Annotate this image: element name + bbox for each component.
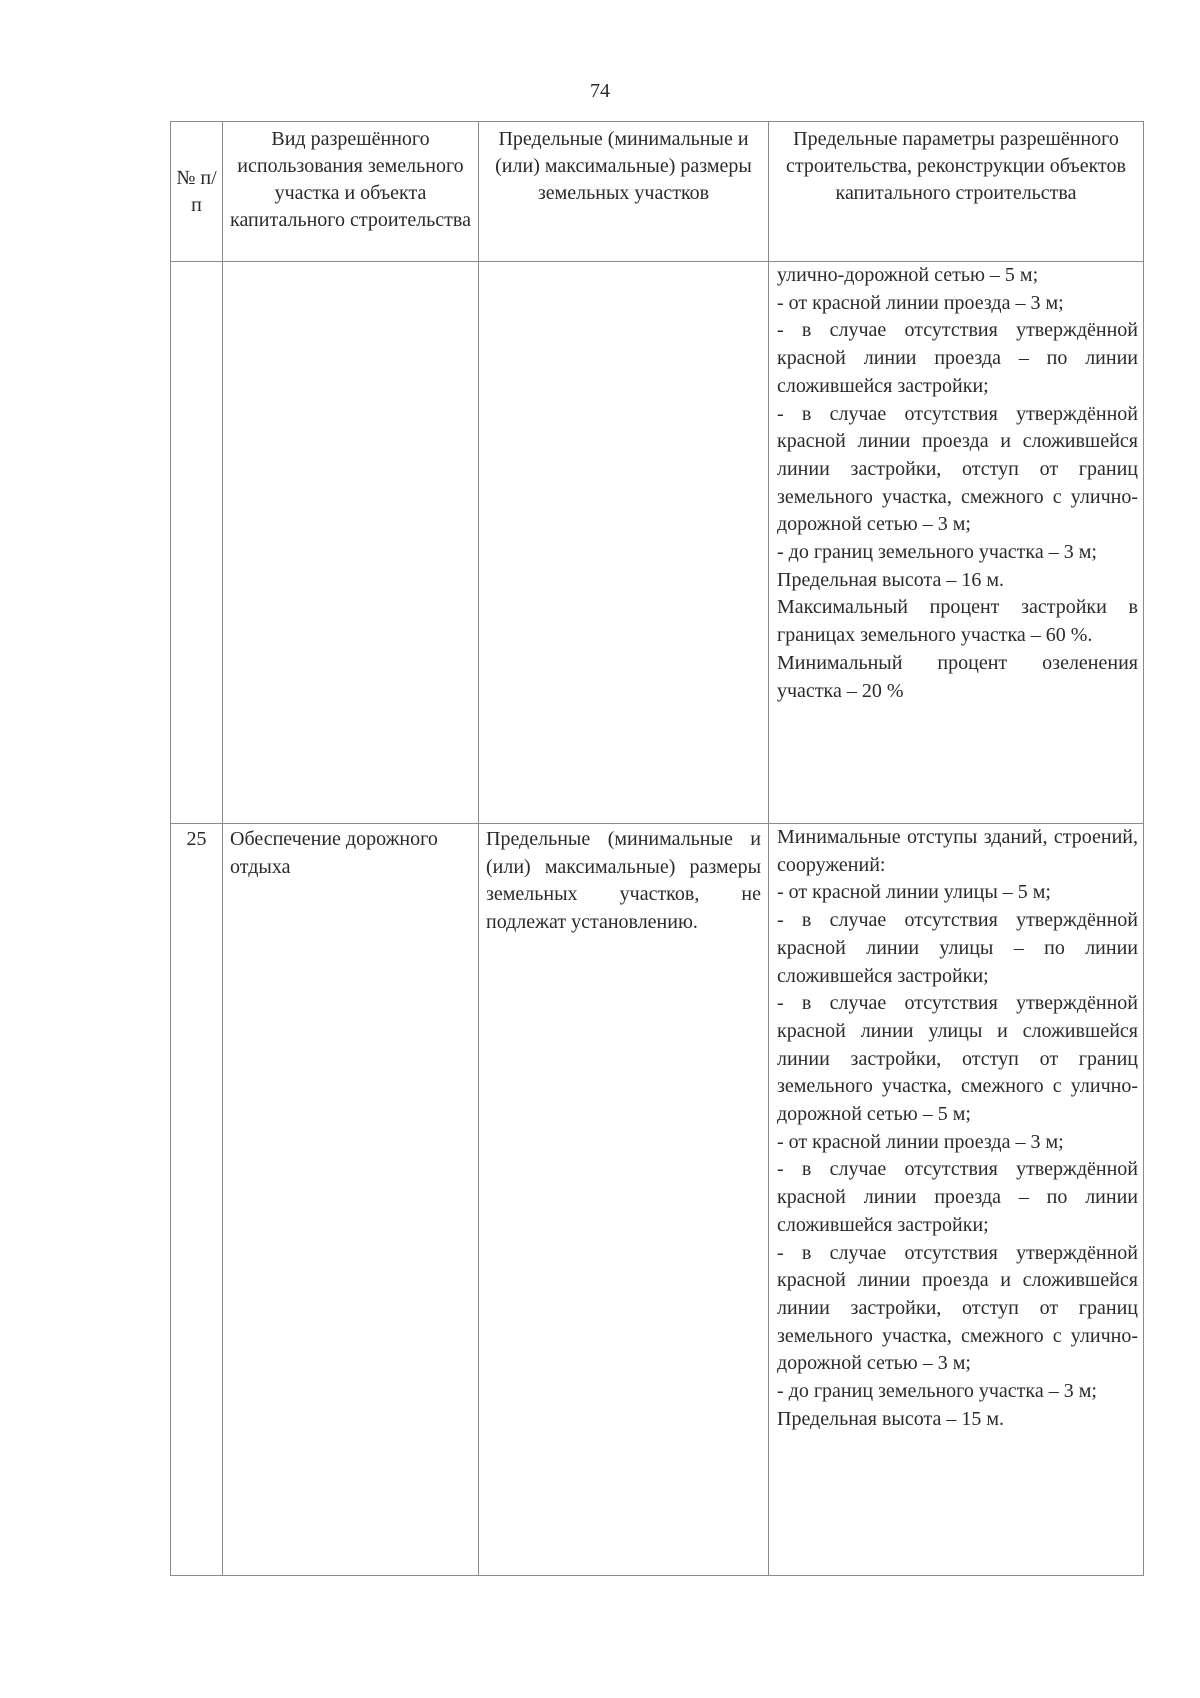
paragraph: - в случае отсутствия утверждённой красной линии проезда – по линии сложившейся застройки;	[777, 319, 1138, 397]
paragraph: Минимальные отступы зданий, строений, сооружений:	[777, 826, 1138, 876]
header-plot-sizes: Предельные (минимальные и (или) максимальные) размеры земельных участков	[479, 122, 769, 262]
page-number: 74	[590, 80, 610, 102]
row-construction-params	[769, 824, 1144, 1576]
paragraph: - в случае отсутствия утверждённой красной линии проезда и сложившейся линии застройки, отступ от границ земельного участка, смежного с улично-дорожной сетью – 3 м;	[777, 1241, 1138, 1375]
paragraph: Максимальный процент застройки в границах земельного участка – 60 %.	[777, 596, 1138, 647]
paragraph: - в случае отсутствия утверждённой красной линии проезда – по линии сложившейся застройки;	[777, 1158, 1138, 1236]
row-use-type: Обеспечение дорожного отдыха	[223, 824, 479, 1576]
row-plot-sizes: Предельные (минимальные и (или) максимальные) размеры земельных участков, не подлежат установлению.	[479, 824, 769, 1576]
paragraph: - в случае отсутствия утверждённой красной линии улицы и сложившейся линии застройки, отступ от границ земельного участка, смежного с улично-дорожной сетью – 5 м;	[777, 992, 1138, 1126]
paragraph: Предельная высота – 16 м.	[777, 568, 1005, 591]
table-row	[171, 262, 1144, 824]
paragraph: - до границ земельного участка – 3 м;	[777, 541, 1097, 564]
paragraph: - в случае отсутствия утверждённой красной линии проезда и сложившейся линии застройки, отступ от границ земельного участка, смежного с улично-дорожной сетью – 3 м;	[777, 402, 1138, 536]
header-construction-params: Предельные параметры разрешённого строительства, реконструкции объектов капитального строительства	[769, 122, 1144, 262]
paragraph: Минимальный процент озеленения участка – 20 %	[777, 651, 1138, 702]
row-use-type	[223, 262, 479, 824]
paragraph: - в случае отсутствия утверждённой красной линии улицы – по линии сложившейся застройки;	[777, 909, 1138, 987]
header-use-type: Вид разрешённого использования земельного участка и объекта капитального строительства	[223, 122, 479, 262]
row-construction-params	[769, 262, 1144, 824]
row-plot-sizes	[479, 262, 769, 824]
row-number: 25	[171, 824, 223, 1576]
paragraph: - от красной линии проезда – 3 м;	[777, 291, 1064, 314]
table-row	[171, 824, 1144, 1576]
row-number	[171, 262, 223, 824]
table-header-row	[171, 122, 1144, 262]
paragraph: улично-дорожной сетью – 5 м;	[777, 264, 1039, 286]
header-number: № п/п	[171, 122, 223, 262]
paragraph: - от красной линии улицы – 5 м;	[777, 881, 1051, 904]
paragraph: - до границ земельного участка – 3 м;	[777, 1380, 1097, 1403]
paragraph: - от красной линии проезда – 3 м;	[777, 1130, 1064, 1153]
paragraph: Предельная высота – 15 м.	[777, 1407, 1005, 1430]
regulations-table	[170, 121, 1144, 1576]
